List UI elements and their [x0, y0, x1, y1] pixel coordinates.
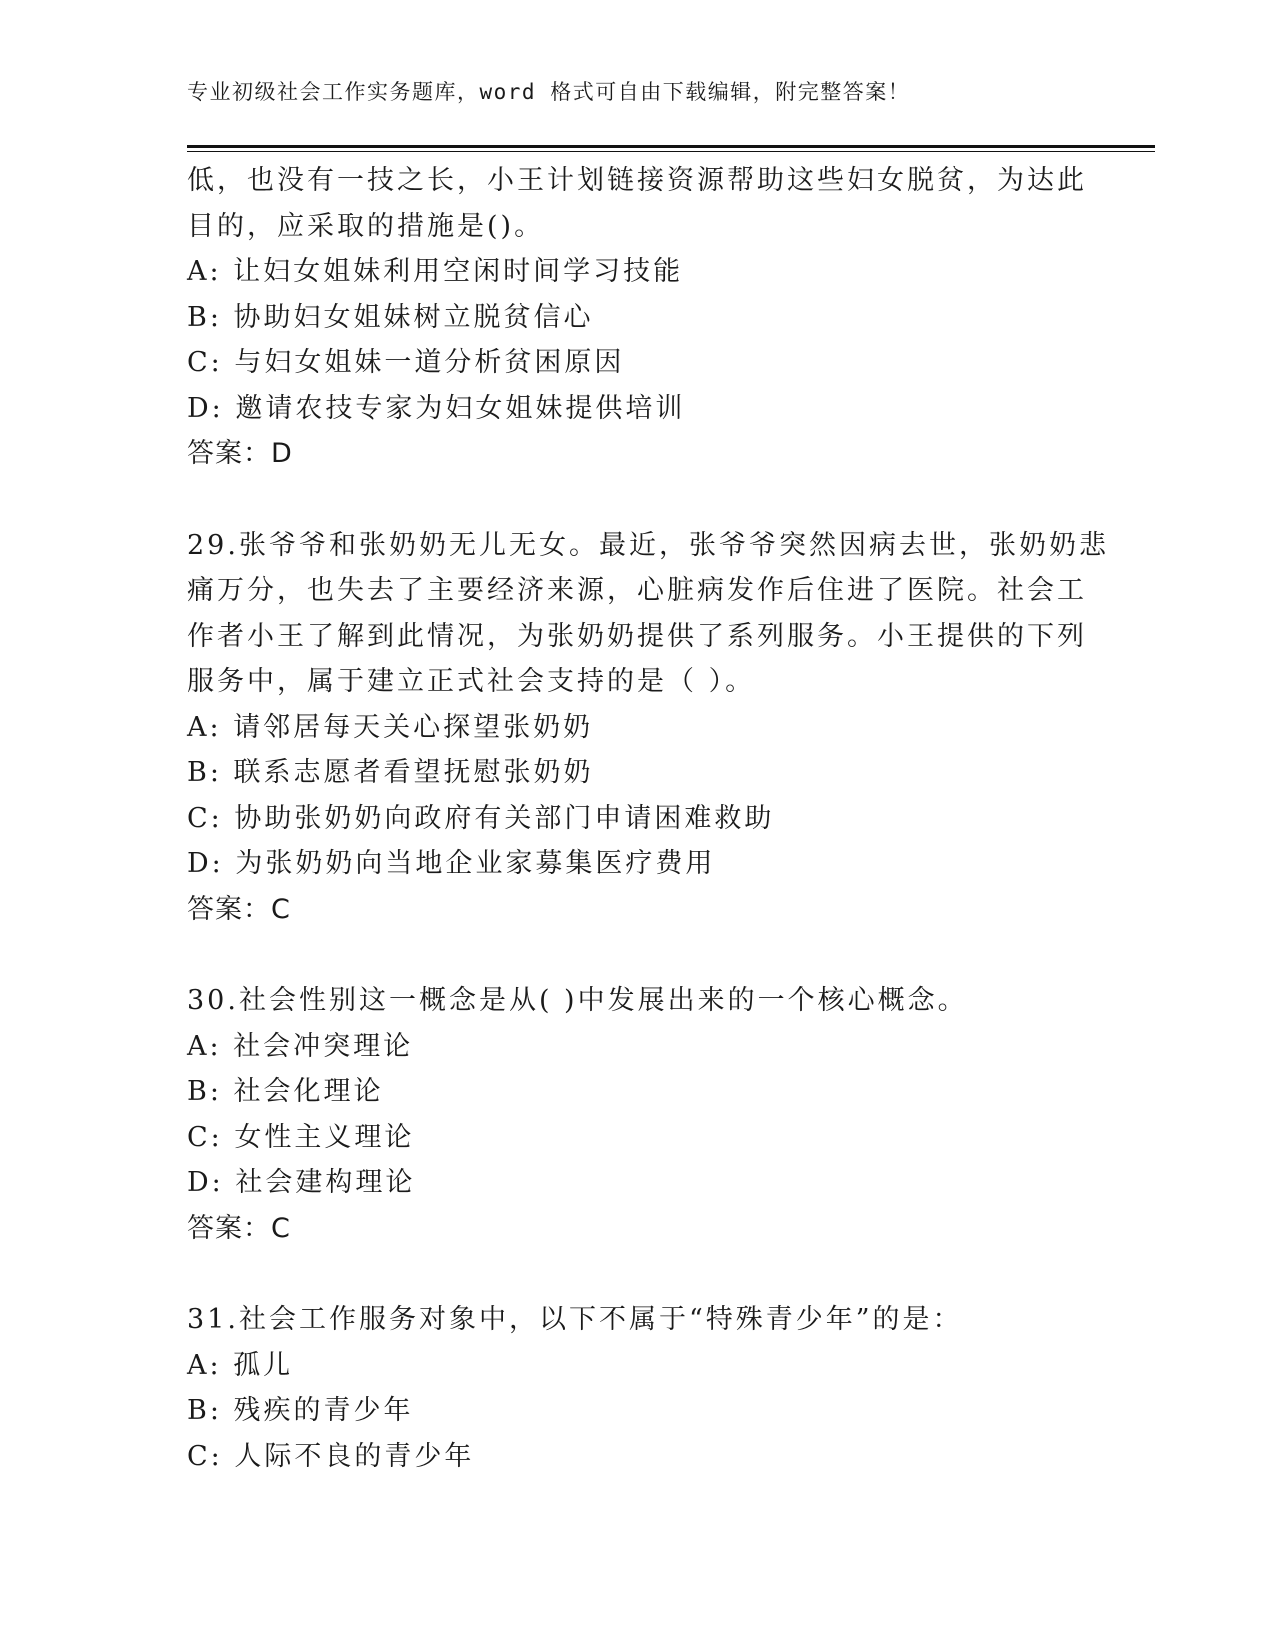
option-b: B: 残疾的青少年: [187, 1395, 414, 1426]
document-body: [187, 158, 1109, 1479]
answer-line: 答案：C: [187, 893, 291, 925]
question-stem-line: 目的，应采取的措施是()。: [187, 210, 545, 242]
spacer: [187, 1251, 1087, 1297]
option-d: D: 为张奶奶向当地企业家募集医疗费用: [187, 848, 716, 879]
option-a: A: 请邻居每天关心探望张奶奶: [187, 711, 594, 743]
answer-line: 答案：C: [187, 1212, 291, 1244]
option-a: A: 社会冲突理论: [187, 1030, 414, 1062]
option-b: B: 社会化理论: [187, 1076, 384, 1107]
option-d: D: 社会建构理论: [187, 1167, 416, 1198]
option-b: B: 联系志愿者看望抚慰张奶奶: [187, 757, 594, 788]
option-d: D: 邀请农技专家为妇女姐妹提供培训: [187, 392, 686, 424]
answer-line: 答案：D: [187, 438, 293, 469]
spacer: [187, 932, 1087, 978]
question-stem-line: 29.张爷爷和张奶奶无儿无女。最近，张爷爷突然因病去世，张奶奶悲: [187, 529, 1109, 561]
question-stem-line: 作者小王了解到此情况，为张奶奶提供了系列服务。小王提供的下列: [187, 620, 1087, 652]
question-31: [187, 1297, 1087, 1479]
question-stem-line: 30.社会性别这一概念是从( )中发展出来的一个核心概念。: [187, 985, 968, 1016]
header-rule: [187, 145, 1155, 148]
option-c: C: 人际不良的青少年: [187, 1440, 475, 1472]
option-a: A: 让妇女姐妹利用空闲时间学习技能: [187, 256, 684, 287]
question-stem-line: 31.社会工作服务对象中，以下不属于“特殊青少年”的是：: [187, 1304, 963, 1335]
option-b: B: 协助妇女姐妹树立脱贫信心: [187, 301, 594, 333]
option-a: A: 孤儿: [187, 1349, 294, 1381]
option-c: C: 与妇女姐妹一道分析贫困原因: [187, 347, 625, 378]
question-stem-line: 痛万分，也失去了主要经济来源，心脏病发作后住进了医院。社会工: [187, 575, 1087, 606]
question-30: [187, 978, 1087, 1251]
question-28: [187, 158, 1087, 477]
page-header: 专业初级社会工作实务题库，word 格式可自由下载编辑，附完整答案！: [187, 80, 911, 104]
question-stem-line: 低，也没有一技之长，小王计划链接资源帮助这些妇女脱贫，为达此: [187, 165, 1087, 196]
spacer: [187, 477, 1087, 523]
question-29: [187, 523, 1109, 933]
question-stem-line: 服务中，属于建立正式社会支持的是（ ）。: [187, 666, 756, 697]
option-c: C: 女性主义理论: [187, 1121, 415, 1153]
header-rule-thin: [187, 151, 1155, 152]
option-c: C: 协助张奶奶向政府有关部门申请困难救助: [187, 802, 775, 834]
